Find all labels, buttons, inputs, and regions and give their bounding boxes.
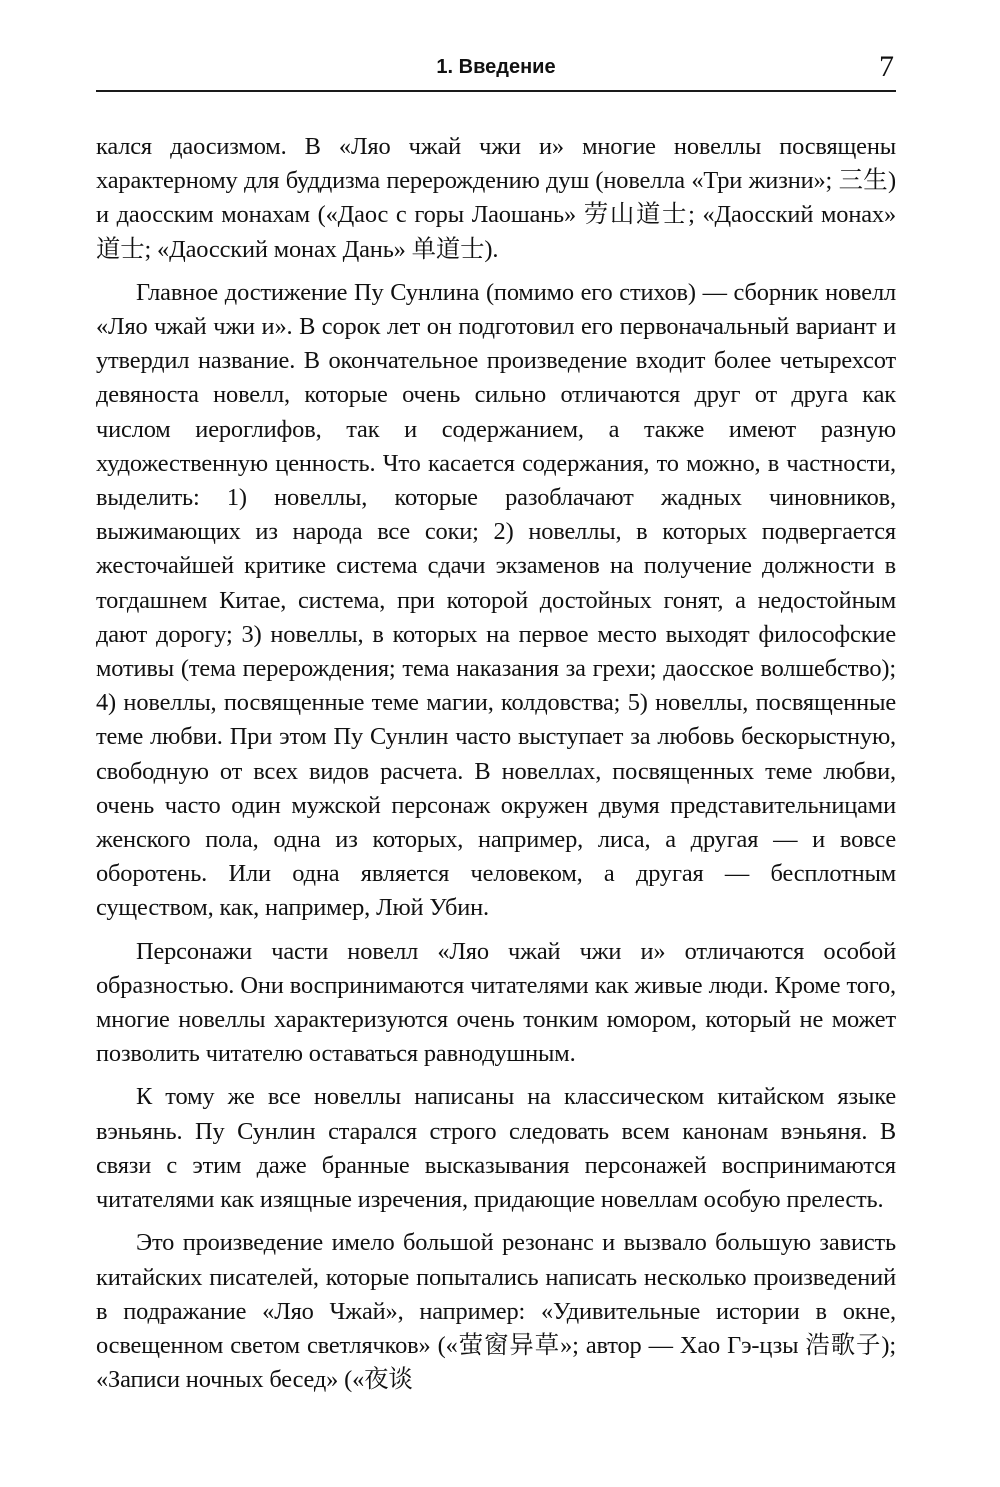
page-number: 7 bbox=[879, 50, 894, 83]
paragraph-4: К тому же все новеллы написаны на классическом китайском языке вэньянь. Пу Сунлин старался строго следовать всем канонам вэньяня. В связи с этим даже бранные высказывания персонажей воспринимаются читателями как изящные изречения, придающие новеллам особую прелесть. bbox=[96, 1083, 896, 1214]
page-body bbox=[96, 130, 896, 1397]
paragraph-3: Персонажи части новелл «Ляо чжай чжи и» отличаются особой образностью. Они воспринимаются читателями как живые люди. Кроме того, многие новеллы характеризуются очень тонким юмором, который не может позволить читателю оставаться равнодушным. bbox=[96, 937, 896, 1068]
chapter-title: 1. Введение bbox=[436, 56, 556, 78]
running-header bbox=[96, 50, 896, 92]
paragraph-1: кался даосизмом. В «Ляо чжай чжи и» многие новеллы посвящены характерному для буддизма перерождению душ (новелла «Три жизни»; 三生) и даосским монахам («Даос с горы Лаошань» 劳山道士; «Даосский монах» 道士; «Даосский монах Дань» 单道士). bbox=[96, 133, 896, 263]
paragraph-2: Главное достижение Пу Сунлина (помимо его стихов) — сборник новелл «Ляо чжай чжи и». В сорок лет он подготовил его первоначальный вариант и утвердил название. В окончательное произведение входит более четырехсот девяноста новелл, которые очень сильно отличаются друг от друга как числом иероглифов, так и содержанием, а также имеют разную художественную ценность. Что касается содержания, то можно, в частности, выделить: 1) новеллы, которые разоблачают жадных чиновников, выжимающих из народа все соки; 2) новеллы, в которых подвергается жесточайшей критике система сдачи экзаменов на получение должности в тогдашнем Китае, система, при которой достойных гонят, а недостойным дают дорогу; 3) новеллы, в которых на первое место выходят философские мотивы (тема перерождения; тема наказания за грехи; даосское волшебство); 4) новеллы, посвященные теме магии, колдовства; 5) новеллы, посвященные теме любви. При этом Пу Сунлин часто выступает за любовь бескорыстную, свободную от всех видов расчета. В новеллах, посвященных теме любви, очень часто один мужской персонаж окружен двумя представительницами женского пола, одна из которых, например, лиса, а другая — и вовсе оборотень. Или одна является человеком, а другая — бесплотным существом, как, например, Люй Убин. bbox=[96, 278, 896, 922]
book-page bbox=[96, 50, 896, 1406]
paragraph-5: Это произведение имело большой резонанс и вызвало большую зависть китайских писателей, которые попытались написать несколько произведений в подражание «Ляо Чжай», например: «Удивительные истории в окне, освещенном светом светлячков» («萤窗异草»; автор — Хао Гэ-цзы 浩歌子); «Записи ночных бесед» («夜谈 bbox=[96, 1229, 896, 1394]
